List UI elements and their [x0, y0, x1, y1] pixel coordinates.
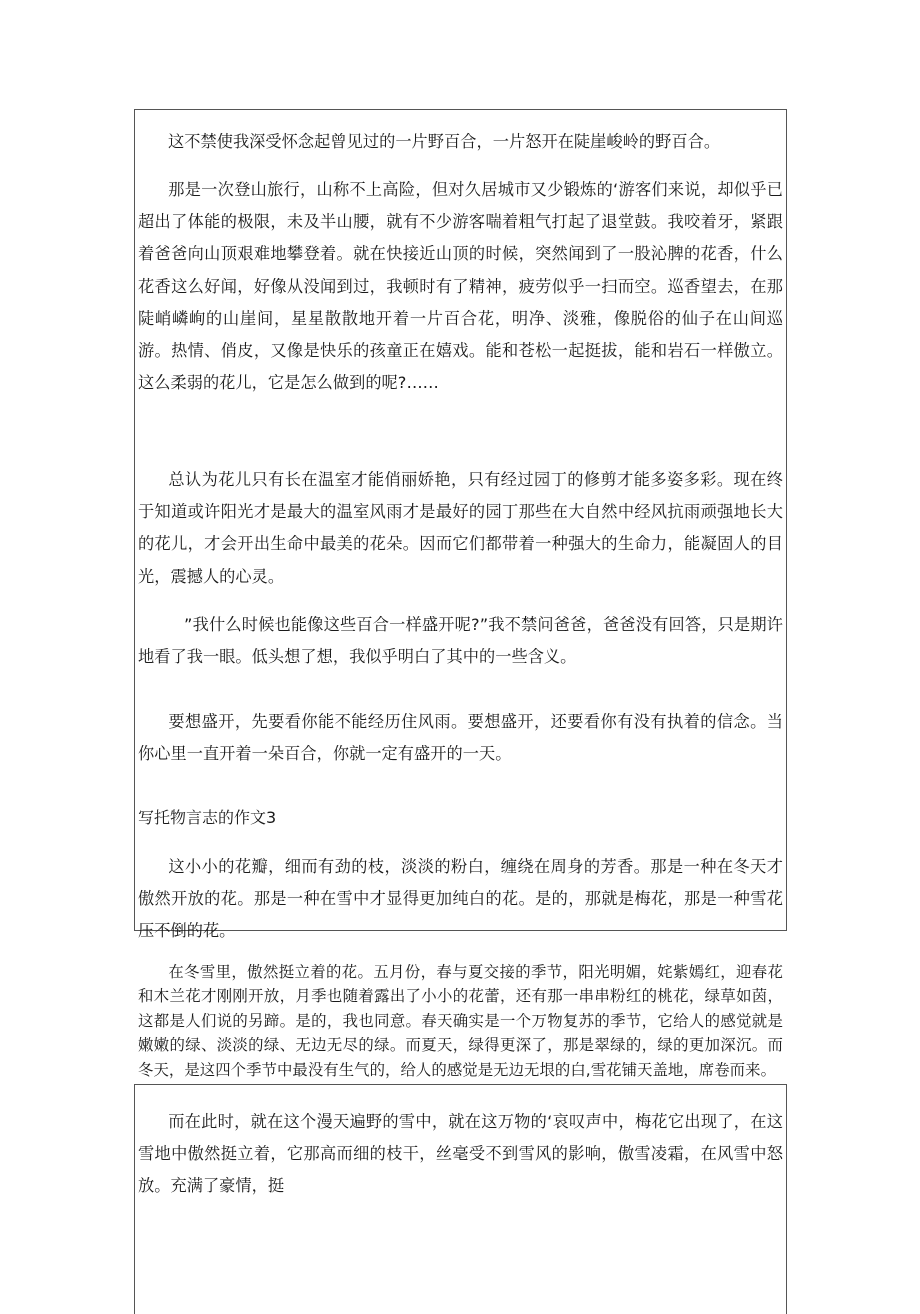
- section-heading: 写托物言志的作文3: [138, 808, 277, 827]
- paragraph-8: 而在此时，就在这个漫天遍野的雪中，就在这万物的‘哀叹声中，梅花它出现了，在这雪地中傲然挺立着，它那高而细的枝干，丝毫受不到雪风的影响，傲雪凌霜，在风雪中怒放。充满了豪情，挺: [138, 1112, 783, 1196]
- paragraph-7: 在冬雪里，傲然挺立着的花。五月份，春与夏交接的季节，阳光明媚，姹紫嫣红，迎春花和木兰花才刚刚开放，月季也随着露出了小小的花蕾，还有那一串串粉红的桃花，绿草如茵，这都是人们说的另蹄。是的，我也同意。春天确实是一个万物复苏的季节，它给人的感觉就是嫩嫩的绿、淡淡的绿、无边无尽的绿。而夏天，绿得更深了，那是翠绿的，绿的更加深沉。而冬天，是这四个季节中最没有生气的，给人的感觉是无边无垠的白,雪花铺天盖地，席卷而来。: [138, 963, 783, 1079]
- paragraph-3: 总认为花儿只有长在温室才能俏丽娇艳，只有经过园丁的修剪才能多姿多彩。现在终于知道或许阳光才是最大的温室风雨才是最好的园丁那些在大自然中经风抗雨顽强地长大的花儿，才会开出生命中最美的花朵。因而它们都带着一种强大的生命力，能凝固人的目光，震撼人的心灵。: [138, 470, 783, 586]
- paragraph-6: 这小小的花瓣，细而有劲的枝，淡淡的粉白，缠绕在周身的芳香。那是一种在冬天才傲然开放的花。那是一种在雪中才显得更加纯白的花。是的，那就是梅花，那是一种雪花压不倒的花。: [138, 857, 783, 941]
- paragraph-1: 这不禁使我深受怀念起曾见过的一片野百合，一片怒开在陡崖峻岭的野百合。: [168, 132, 721, 151]
- paragraph-4: ”我什么时候也能像这些百合一样盛开呢?”我不禁问爸爸，爸爸没有回答，只是期许地看了我一眼。低头想了想，我似乎明白了其中的一些含义。: [138, 615, 783, 667]
- paragraph-5: 要想盛开，先要看你能不能经历住风雨。要想盛开，还要看你有没有执着的信念。当你心里一直开着一朵百合，你就一定有盛开的一天。: [138, 712, 783, 764]
- paragraph-2: 那是一次登山旅行，山称不上高险，但对久居城市又少锻炼的‘游客们来说，却似乎已超出了体能的极限，未及半山腰，就有不少游客喘着粗气打起了退堂鼓。我咬着牙，紧跟着爸爸向山顶艰难地攀登着。就在快接近山顶的时候，突然闻到了一股沁脾的花香，什么花香这么好闻，好像从没闻到过，我顿时有了精神，疲劳似乎一扫而空。巡香望去，在那陡峭嶙峋的山崖间，星星散散地开着一片百合花，明净、淡雅，像脱俗的仙子在山间巡游。热情、俏皮，又像是快乐的孩童正在嬉戏。能和苍松一起挺拔，能和岩石一样傲立。这么柔弱的花儿，它是怎么做到的呢?……: [138, 180, 783, 393]
